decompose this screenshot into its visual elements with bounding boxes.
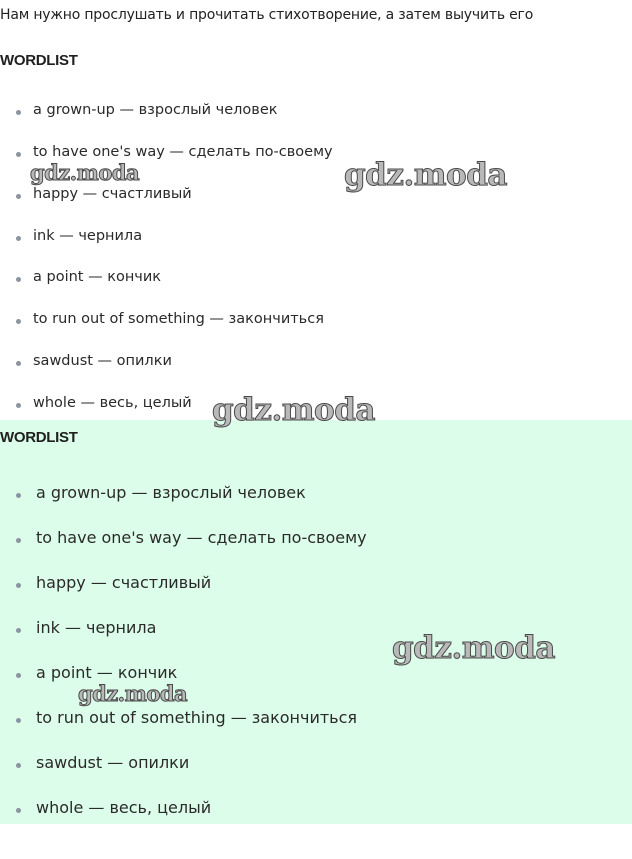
bullet-icon [16, 277, 21, 282]
bullet-icon [16, 763, 21, 768]
wordlist-section-2: WORDLIST a grown-up — взрослый человек to have one's way — сделать по-своему happy — счастливый ink — чернила a point — кончик to run out of something — закончиться sawdust — опилки whole — весь, целый [0, 420, 632, 824]
bullet-icon [16, 110, 21, 115]
bullet-icon [16, 583, 21, 588]
bullet-icon [16, 808, 21, 813]
watermark: gdz.moda [78, 681, 188, 706]
bullet-icon [16, 194, 21, 199]
watermark: gdz.moda [344, 157, 507, 193]
watermark: gdz.moda [212, 392, 375, 428]
bullet-icon [16, 538, 21, 543]
bullet-icon [16, 236, 21, 241]
watermark: gdz.moda [392, 630, 555, 666]
bullet-icon [16, 493, 21, 498]
bullet-icon [16, 718, 21, 723]
bullet-icon [16, 319, 21, 324]
bullet-icon [16, 403, 21, 408]
wordlist-heading: WORDLIST [0, 429, 78, 446]
bullet-icon [16, 628, 21, 633]
intro-text: Нам нужно прослушать и прочитать стихотворение, а затем выучить его [0, 7, 534, 23]
bullet-icon [16, 673, 21, 678]
wordlist-section-1: WORDLIST a grown-up — взрослый человек to have one's way — сделать по-своему happy — счастливый ink — чернила a point — кончик to run out of something — закончиться sawdust — опилки whole — весь, целый [0, 52, 333, 411]
bullet-icon [16, 152, 21, 157]
bullet-icon [16, 361, 21, 366]
watermark: gdz.moda [30, 160, 140, 185]
wordlist-heading: WORDLIST [0, 52, 78, 69]
